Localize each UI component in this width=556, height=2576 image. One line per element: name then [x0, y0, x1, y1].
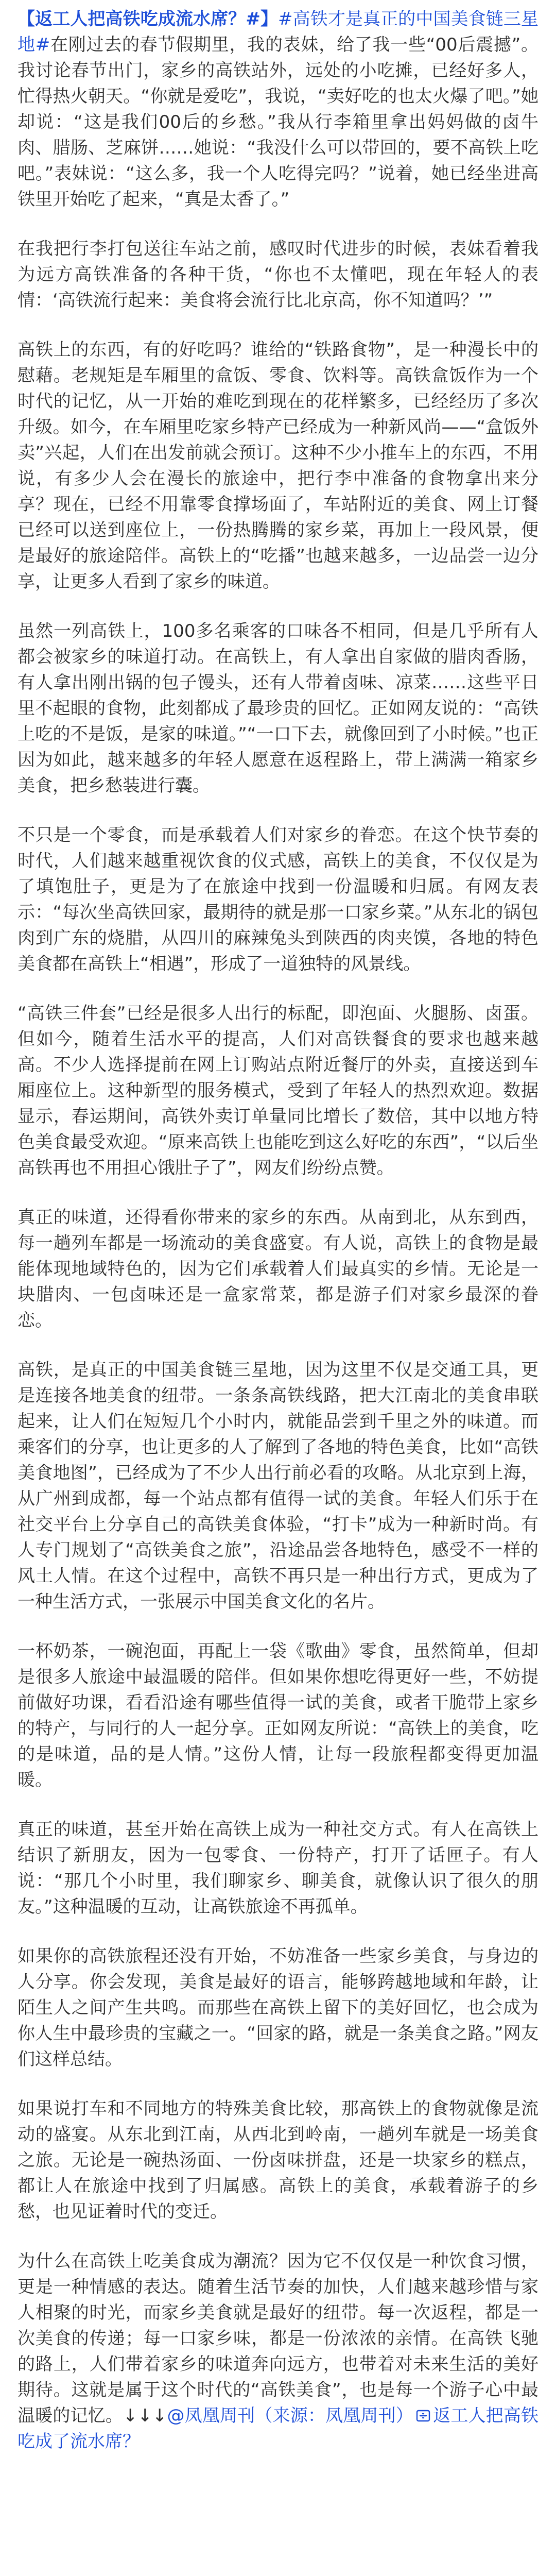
paragraph-2: 在我把行李打包送往车站之前，感叹时代进步的时候，表妹看着我为远方高铁准备的各种干货，“你也不太懂吧，现在年轻人的表情：‘高铁流行起来：美食将会流行比北京高，你不知道吗？’” [18, 239, 538, 311]
source-mention-link[interactable]: @凤凰周刊（来源：凤凰周刊） [167, 2405, 413, 2426]
paragraph-13-text: 为什么在高铁上吃美食成为潮流？因为它不仅仅是一种饮食习惯，更是一种情感的表达。随着生活节奏的加快，人们越来越珍惜与家人相聚的时光，而家乡美食就是最好的纽带。每一次返程，都是一次美食的传递；每一口家乡味，都是一份浓浓的亲情。在高铁飞驰的路上，人们带着家乡的味道奔向远方，也带着对未来生活的美好期待。这就是属于这个时代的“高铁美食”，也是每一个游子心中最温暖的记忆。↓↓↓ [18, 2251, 538, 2426]
paragraph-7: 真正的味道，还得看你带来的家乡的东西。从南到北，从东到西，每一趟列车都是一场流动的美食盛宴。有人说，高铁上的食物是最能体现地域特色的，因为它们承载着人们最真实的乡情。无论是一块腊肉、一包卤味还是一盒家常菜，都是游子们对家乡最深的眷恋。 [18, 1207, 538, 1331]
paragraph-9: 一杯奶茶，一碗泡面，再配上一袋《歌曲》零食，虽然简单，但却是很多人旅途中最温暖的陪伴。但如果你想吃得更好一些，不妨提前做好功课，看看沿途有哪些值得一试的美食，或者干脆带上家乡的特产，与同行的人一起分享。正如网友所说：“高铁上的美食，吃的是味道，品的是人情。”这份人情，让每一段旅程都变得更加温暖。 [18, 1641, 538, 1790]
article-body [18, 6, 538, 2454]
link-icon[interactable] [415, 2405, 431, 2420]
paragraph-12: 如果说打车和不同地方的特殊美食比较，那高铁上的食物就像是流动的盛宴。从东北到江南，从西北到岭南，一趟列车就是一场美食之旅。无论是一碗热汤面、一份卤味拼盘，还是一块家乡的糕点，都让人在旅途中找到了归属感。高铁上的美食，承载着游子的乡愁，也见证着时代的变迁。 [18, 2098, 538, 2222]
paragraph-1 [18, 6, 538, 212]
paragraph-4: 虽然一列高铁上，100多名乘客的口味各不相同，但是几乎所有人都会被家乡的味道打动。在高铁上，有人拿出自家做的腊肉香肠，有人拿出刚出锅的包子馒头，还有人带着卤味、凉菜……这些平日里不起眼的食物，此刻都成了最珍贵的回忆。正如网友说的：“高铁上吃的不是饭，是家的味道。”“一口下去，就像回到了小时候。”也正因为如此，越来越多的年轻人愿意在返程路上，带上满满一箱家乡美食，把乡愁装进行囊。 [18, 621, 538, 796]
article-link[interactable]: 返工人把高铁吃成了流水席？ [18, 2405, 539, 2452]
paragraph-5: 不只是一个零食，而是承载着人们对家乡的眷恋。在这个快节奏的时代，人们越来越重视饮食的仪式感，高铁上的美食，不仅仅是为了填饱肚子，更是为了在旅途中找到一份温暖和归属。有网友表示：“每次坐高铁回家，最期待的就是那一口家乡菜。”从东北的锅包肉到广东的烧腊，从四川的麻辣兔头到陕西的肉夹馍，各地的特色美食都在高铁上“相遇”，形成了一道独特的风景线。 [18, 825, 538, 974]
paragraph-11: 如果你的高铁旅程还没有开始，不妨准备一些家乡美食，与身边的人分享。你会发现，美食是最好的语言，能够跨越地域和年龄，让陌生人之间产生共鸣。而那些在高铁上留下的美好回忆，也会成为你人生中最珍贵的宝藏之一。“回家的路，就是一条美食之路。”网友们这样总结。 [18, 1946, 538, 2070]
paragraph-8: 高铁，是真正的中国美食链三星地，因为这里不仅是交通工具，更是连接各地美食的纽带。一条条高铁线路，把大江南北的美食串联起来，让人们在短短几个小时内，就能品尝到千里之外的味道。而乘客们的分享，也让更多的人了解到了各地的特色美食，比如“高铁美食地图”，已经成为了不少人出行前必看的攻略。从北京到上海，从广州到成都，每一个站点都有值得一试的美食。年轻人们乐于在社交平台上分享自己的高铁美食体验，“打卡”成为一种新时尚。有人专门规划了“高铁美食之旅”，沿途品尝各地特色，感受不一样的风土人情。在这个过程中，高铁不再只是一种出行方式，更成为了一种生活方式，一张展示中国美食文化的名片。 [18, 1360, 538, 1612]
paragraph-3: 高铁上的东西，有的好吃吗？谁给的“铁路食物”，是一种漫长中的慰藉。老规矩是车厢里的盒饭、零食、饮料等。高铁盒饭作为一个时代的记忆，从一开始的难吃到现在的花样繁多，已经经历了多次升级。如今，在车厢里吃家乡特产已经成为一种新风尚——“盒饭外卖”兴起，人们在出发前就会预订。这种不少小推车上的东西，不用说，有多少人会在漫长的旅途中，把行李中准备的食物拿出来分享？现在，已经不用靠零食撑场面了，车站附近的美食、网上订餐已经可以送到座位上，一份热腾腾的家乡菜，再加上一段风景，便是最好的旅途陪伴。高铁上的“吃播”也越来越多，一边品尝一边分享，让更多人看到了家乡的味道。 [18, 340, 538, 592]
paragraph-1-text: 在刚过去的春节假期里，我的表妹，给了我一些“00后震撼”。我讨论春节出门，家乡的高铁站外，远处的小吃摊，已经好多人，忙得热火朝天。“你就是爱吃”，我说，“卖好吃的也太火爆了吧。”她却说：“这是我们00后的乡愁。”我从行李箱里拿出妈妈做的卤牛肉、腊肠、芝麻饼……她说：“我没什么可以带回的，要不高铁上吃吧。”表妹说：“这么多，我一个人吃得完吗？”说着，她已经坐进高铁里开始吃了起来，“真是太香了。” [18, 35, 538, 210]
lead-title: 【返工人把高铁吃成流水席？#】 [18, 9, 279, 29]
lead-hashtag[interactable]: #高铁才是真正的中国美食链三星地# [18, 9, 538, 55]
paragraph-13 [18, 2248, 538, 2454]
paragraph-10: 真正的味道，甚至开始在高铁上成为一种社交方式。有人在高铁上结识了新朋友，因为一包零食、一份特产，打开了话匣子。有人说：“那几个小时里，我们聊家乡、聊美食，就像认识了很久的朋友。”这种温暖的互动，让高铁旅途不再孤单。 [18, 1819, 538, 1917]
paragraph-6: “高铁三件套”已经是很多人出行的标配，即泡面、火腿肠、卤蛋。但如今，随着生活水平的提高，人们对高铁餐食的要求也越来越高。不少人选择提前在网上订购站点附近餐厅的外卖，直接送到车厢座位上。这种新型的服务模式，受到了年轻人的热烈欢迎。数据显示，春运期间，高铁外卖订单量同比增长了数倍，其中以地方特色美食最受欢迎。“原来高铁上也能吃到这么好吃的东西”，“以后坐高铁再也不用担心饿肚子了”，网友们纷纷点赞。 [18, 1003, 538, 1178]
